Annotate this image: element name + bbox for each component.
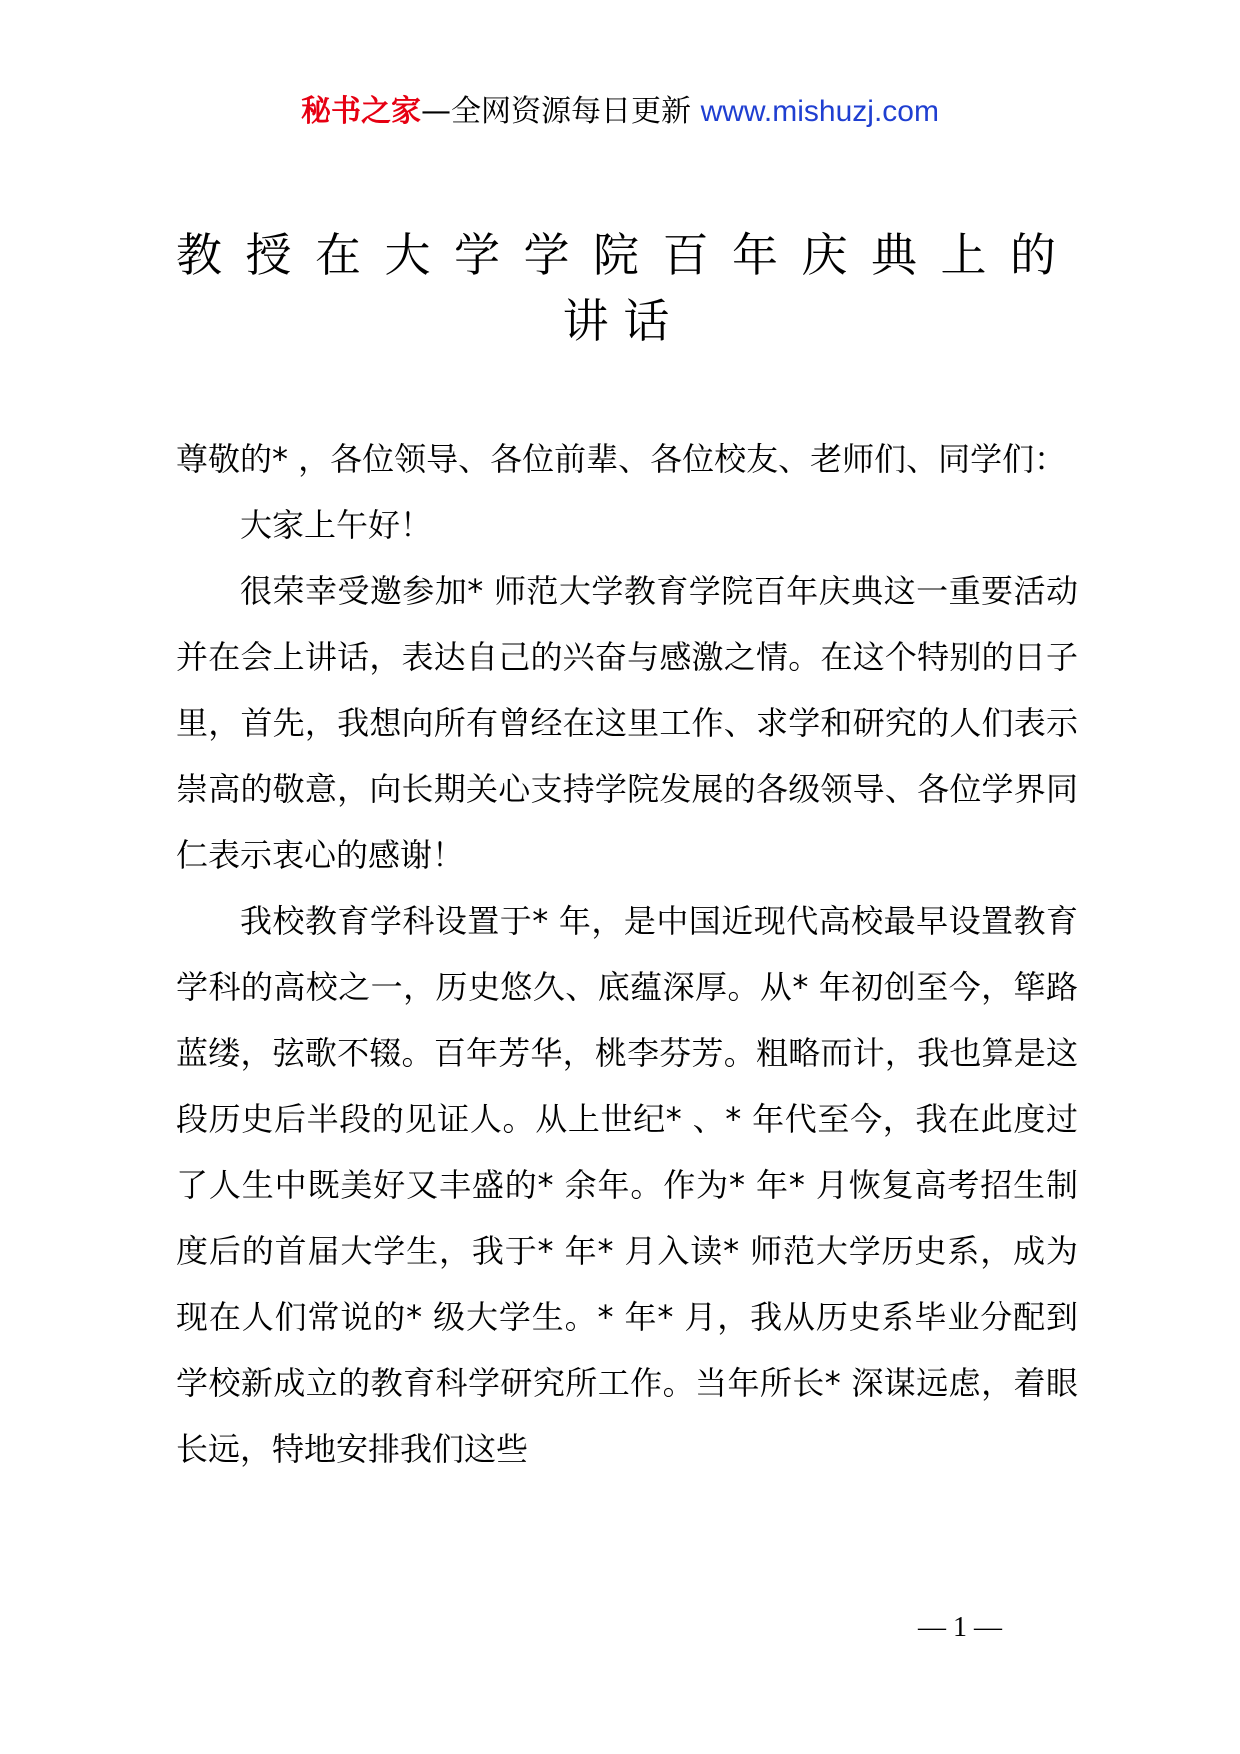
document-body — [176, 426, 1078, 1482]
body-paragraph-1: 很荣幸受邀参加* 师范大学教育学院百年庆典这一重要活动并在会上讲话，表达自己的兴奋与感激之情。在这个特别的日子里，首先，我想向所有曾经在这里工作、求学和研究的人们表示崇高的敬意，向长期关心支持学院发展的各级领导、各位学界同仁表示衷心的感谢！ — [176, 572, 1078, 874]
site-url[interactable]: www.mishuzj.com — [700, 95, 939, 128]
page-number: — 1 — — [918, 1612, 1002, 1643]
site-header — [0, 92, 1240, 132]
site-slogan: —全网资源每日更新 — [421, 94, 692, 129]
title-line-1: 教授在大学学院百年庆典上的 — [176, 228, 1056, 282]
title-line-2: 讲话 — [562, 294, 685, 348]
site-brand: 秘书之家 — [301, 94, 422, 129]
salutation: 尊敬的* ，各位领导、各位前辈、各位校友、老师们、同学们： — [176, 440, 1067, 478]
greeting: 大家上午好！ — [240, 506, 433, 544]
document-title — [176, 222, 1056, 354]
body-paragraph-2: 我校教育学科设置于* 年，是中国近现代高校最早设置教育学科的高校之一，历史悠久、底蕴深厚。从* 年初创至今，筚路蓝缕，弦歌不辍。百年芳华，桃李芬芳。粗略而计，我也算是这段历史后半段的见证人。从上世纪* 、* 年代至今，我在此度过了人生中既美好又丰盛的* 余年。作为* 年* 月恢复高考招生制度后的首届大学生，我于* 年* 月入读* 师范大学历史系，成为现在人们常说的* 级大学生。* 年* 月，我从历史系毕业分配到学校新成立的教育科学研究所工作。当年所长* 深谋远虑，着眼长远，特地安排我们这些 — [176, 902, 1078, 1468]
